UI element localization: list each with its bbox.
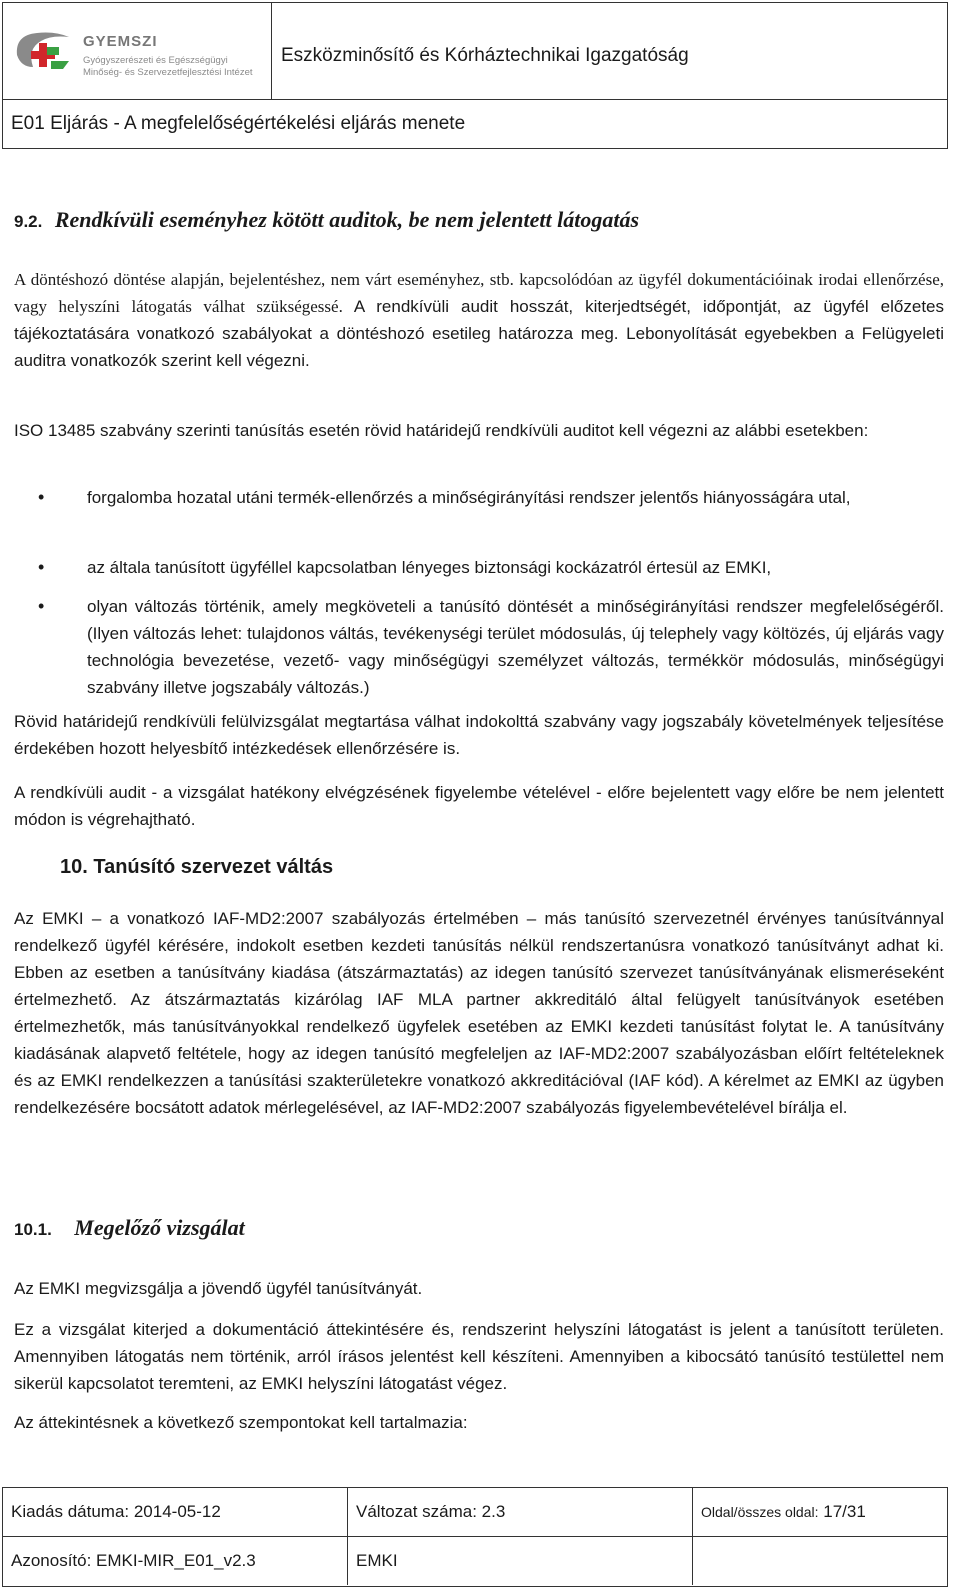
paragraph-1-serif-part: A döntéshozó döntése alapján, bejelentéshez, nem várt eseményhez, stb. kapcsolódóan az ügyfél dokumentációinak irodai ellenőrzése, vagy helyszíni látogatás válhat szükségessé. (14, 270, 944, 316)
footer-version: Változat száma: 2.3 (348, 1488, 693, 1536)
organization-name: Eszközminősítő és Kórháztechnikai Igazgatóság (281, 45, 689, 66)
procedure-title: E01 Eljárás - A megfelelőségértékelési eljárás menete (11, 113, 466, 134)
section-10-1-paragraph-1: Az EMKI megvizsgálja a jövendő ügyfél tanúsítványát. (14, 1279, 423, 1298)
footer-owner: EMKI (348, 1537, 693, 1585)
list-item: • az általa tanúsított ügyféllel kapcsolatban lényeges biztonsági kockázatról értesül az EMKI, (87, 554, 944, 581)
footer-empty-cell (693, 1537, 947, 1585)
page-footer (2, 1487, 948, 1587)
section-9-2-title: Rendkívüli eseményhez kötött auditok, be nem jelentett látogatás (54, 207, 640, 232)
paragraph-1-sans-part: A rendkívüli audit hosszát, kiterjedtségét, időpontját, az ügyfél előzetes tájékoztatására vonatkozó szabályokat a döntéshozó esetileg határozza meg. Lebonyolítását egyebekben a Felügyeleti auditra vonatkozók szerint kell végezni. (14, 297, 944, 370)
section-9-2-heading (14, 207, 639, 233)
logo-name: GYEMSZI (83, 33, 158, 50)
section-9-2-paragraph-4: A rendkívüli audit - a vizsgálat hatékony elvégzésének figyelembe vételével - előre bejelentett vagy előre be nem jelentett módon is végrehajtható. (14, 783, 944, 829)
footer-page (693, 1488, 947, 1536)
footer-page-value: 17/31 (818, 1502, 866, 1521)
section-10-1-number: 10.1. (14, 1220, 52, 1239)
footer-page-label: Oldal/összes oldal: (701, 1504, 819, 1520)
footer-row-1 (3, 1488, 947, 1537)
section-10-1-heading (14, 1215, 245, 1241)
logo-line-1: Gyógyszerészeti és Egészségügyi (83, 55, 228, 66)
section-10-heading: 10. Tanúsító szervezet váltás (60, 856, 334, 878)
header-top-row (3, 3, 947, 100)
section-9-2-number: 9.2. (14, 212, 43, 231)
section-9-2-paragraph-2: ISO 13485 szabvány szerinti tanúsítás esetén rövid határidejű rendkívüli auditot kell végezni az alábbi esetekben: (14, 421, 869, 440)
footer-row-2 (3, 1537, 947, 1585)
footer-identifier: Azonosító: EMKI-MIR_E01_v2.3 (3, 1537, 348, 1585)
gyemszi-logo-icon (11, 27, 81, 75)
list-item: • forgalomba hozatal utáni termék-ellenőrzés a minőségirányítási rendszer jelentős hiányosságára utal, (87, 484, 944, 511)
logo-line-2: Minőség- és Szervezetfejlesztési Intézet (83, 67, 253, 78)
section-10-1-title: Megelőző vizsgálat (74, 1215, 245, 1240)
page-header (2, 2, 948, 149)
logo (3, 3, 272, 99)
section-10-paragraph: Az EMKI – a vonatkozó IAF-MD2:2007 szabályozás értelmében – más tanúsító szervezetnél érvényes tanúsítvánnyal rendelkező ügyfél kérésére, indokolt esetben kezdeti tanúsítás nélkül rendszertanúsra vonatkozó tanúsítványt adhat ki. Ebben az esetben a tanúsítvány kiadása (átszármaztatás) az idegen tanúsító szervezet tanúsítványának elismeréseként értelmezhető. Az átszármaztatás kizárólag IAF MLA partner akkreditáló által felügyelt tanúsítványok esetében értelmezhetők, más tanúsítványokkal rendelkező ügyfelek esetében az EMKI kezdeti tanúsítást folytat le. A tanúsítvány kiadásának alapvető feltétele, hogy az idegen tanúsító megfeleljen az IAF-MD2:2007 szabályozásban előírt feltételeknek és az EMKI rendelkezzen a tanúsítási szakterületekre vonatkozó akkreditációval (IAF kód). A kérelmet az EMKI az ügyben rendelkezésére bocsátott adatok mérlegelésével, az IAF-MD2:2007 szabályozás figyelembevételével bírálja el. (14, 909, 944, 1117)
section-10-1-paragraph-2: Ez a vizsgálat kiterjed a dokumentáció áttekintésére és, rendszerint helyszíni látogatást is jelent a tanúsított területen. Amennyiben látogatás nem történik, arról írásos jelentést kell készíteni. Amennyiben a kibocsátó tanúsító testülettel nem sikerül kapcsolatot teremteni, az EMKI helyszíni látogatást végez. (14, 1320, 944, 1393)
section-10-1-paragraph-3: Az áttekintésnek a következő szempontokat kell tartalmazia: (14, 1413, 468, 1432)
list-item: • olyan változás történik, amely megköveteli a tanúsító döntését a minőségirányítási rendszer megfelelőségéről. (Ilyen változás lehet: tulajdonos váltás, tevékenységi terület módosulás, új telephely vagy költözés, új eljárás vagy technológia bevezetése, vezető- vagy minőségügyi személyzet változás, termékkör módosulás, minőségügyi szabvány illetve jogszabály változás.) (87, 593, 944, 701)
footer-issue-date: Kiadás dátuma: 2014-05-12 (3, 1488, 348, 1536)
section-9-2-paragraph-3: Rövid határidejű rendkívüli felülvizsgálat megtartása válhat indokolttá szabvány vagy jogszabály követelmények teljesítése érdekében hozott helyesbítő intézkedések ellenőrzésére is. (14, 712, 944, 758)
section-9-2-paragraph-1 (14, 266, 944, 374)
